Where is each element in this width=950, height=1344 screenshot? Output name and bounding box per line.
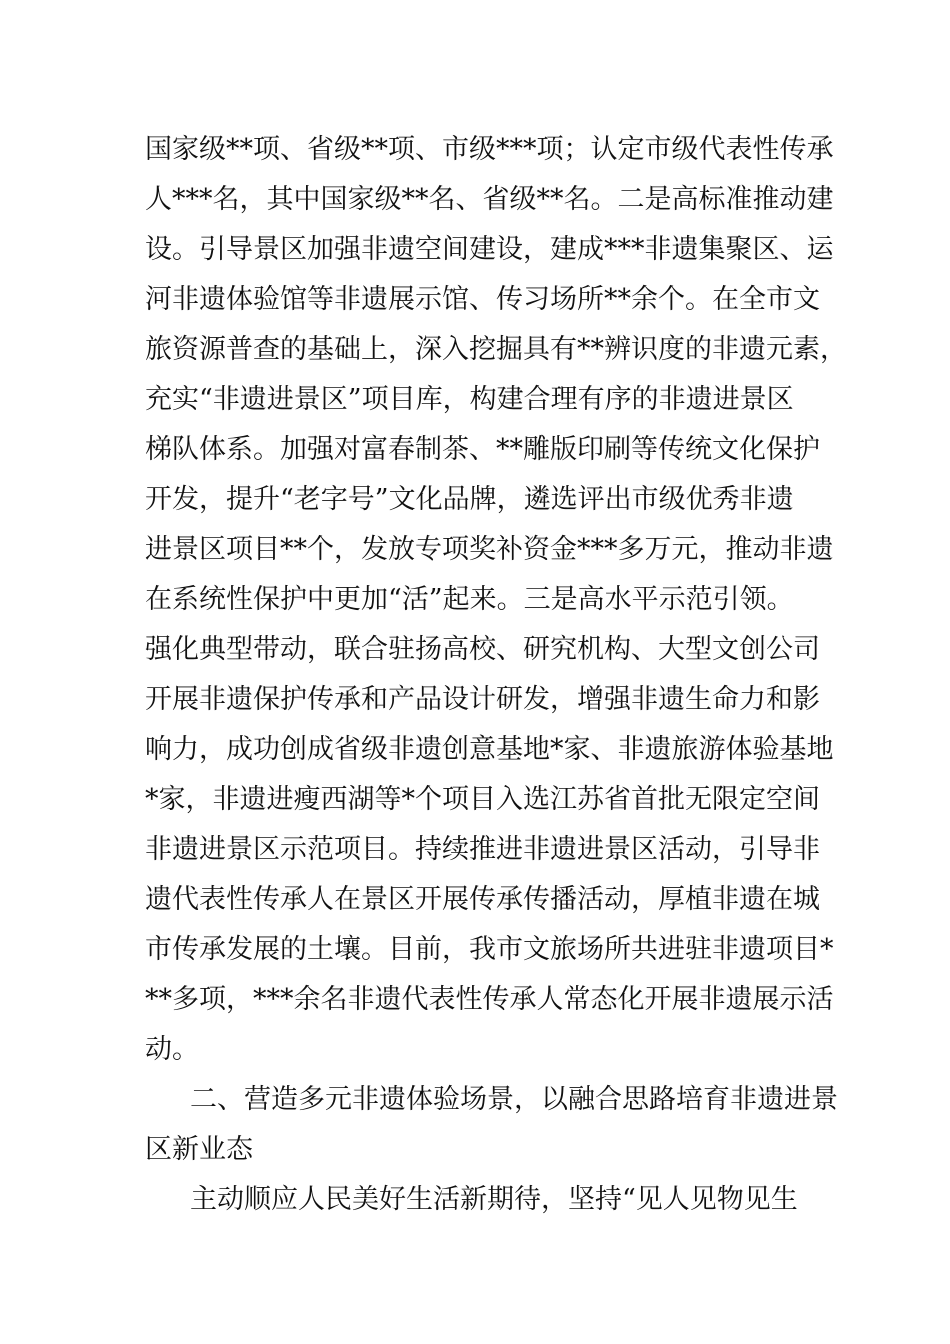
text-line: 旅资源普查的基础上，深入挖掘具有**辨识度的非遗元素，	[145, 334, 847, 365]
text-line: 国家级**项、省级**项、市级***项；认定市级代表性传承	[145, 134, 834, 165]
text-line: 进景区项目**个，发放专项奖补资金***多万元，推动非遗	[145, 534, 834, 565]
section-heading: 区新业态	[145, 1134, 253, 1165]
text-line: **多项，***余名非遗代表性传承人常态化开展非遗展示活	[145, 984, 834, 1015]
section-heading: 二、营造多元非遗体验场景，以融合思路培育非遗进景	[190, 1084, 838, 1115]
text-line: 遗代表性传承人在景区开展传承传播活动，厚植非遗在城	[145, 884, 820, 915]
text-line: 市传承发展的土壤。目前，我市文旅场所共进驻非遗项目*	[145, 934, 834, 965]
text-line: 非遗进景区示范项目。持续推进非遗进景区活动，引导非	[145, 834, 820, 865]
text-line: 充实“非遗进景区”项目库，构建合理有序的非遗进景区	[145, 384, 794, 415]
text-line: 在系统性保护中更加“活”起来。三是高水平示范引领。	[145, 584, 794, 615]
text-line: 响力，成功创成省级非遗创意基地*家、非遗旅游体验基地	[145, 734, 834, 765]
text-line: 开展非遗保护传承和产品设计研发，增强非遗生命力和影	[145, 684, 820, 715]
text-line: 强化典型带动，联合驻扬高校、研究机构、大型文创公司	[145, 634, 820, 665]
text-line: 人***名，其中国家级**名、省级**名。二是高标准推动建	[145, 184, 834, 215]
text-line: 设。引导景区加强非遗空间建设，建成***非遗集聚区、运	[145, 234, 834, 265]
text-line: 开发，提升“老字号”文化品牌，遴选评出市级优秀非遗	[145, 484, 794, 515]
text-line: 动。	[145, 1034, 199, 1065]
paragraph-start: 主动顺应人民美好生活新期待，坚持“见人见物见生	[190, 1184, 798, 1215]
text-line: 梯队体系。加强对富春制茶、**雕版印刷等传统文化保护	[145, 434, 820, 465]
text-line: *家，非遗进瘦西湖等*个项目入选江苏省首批无限定空间	[145, 784, 820, 815]
text-line: 河非遗体验馆等非遗展示馆、传习场所**余个。在全市文	[145, 284, 820, 315]
